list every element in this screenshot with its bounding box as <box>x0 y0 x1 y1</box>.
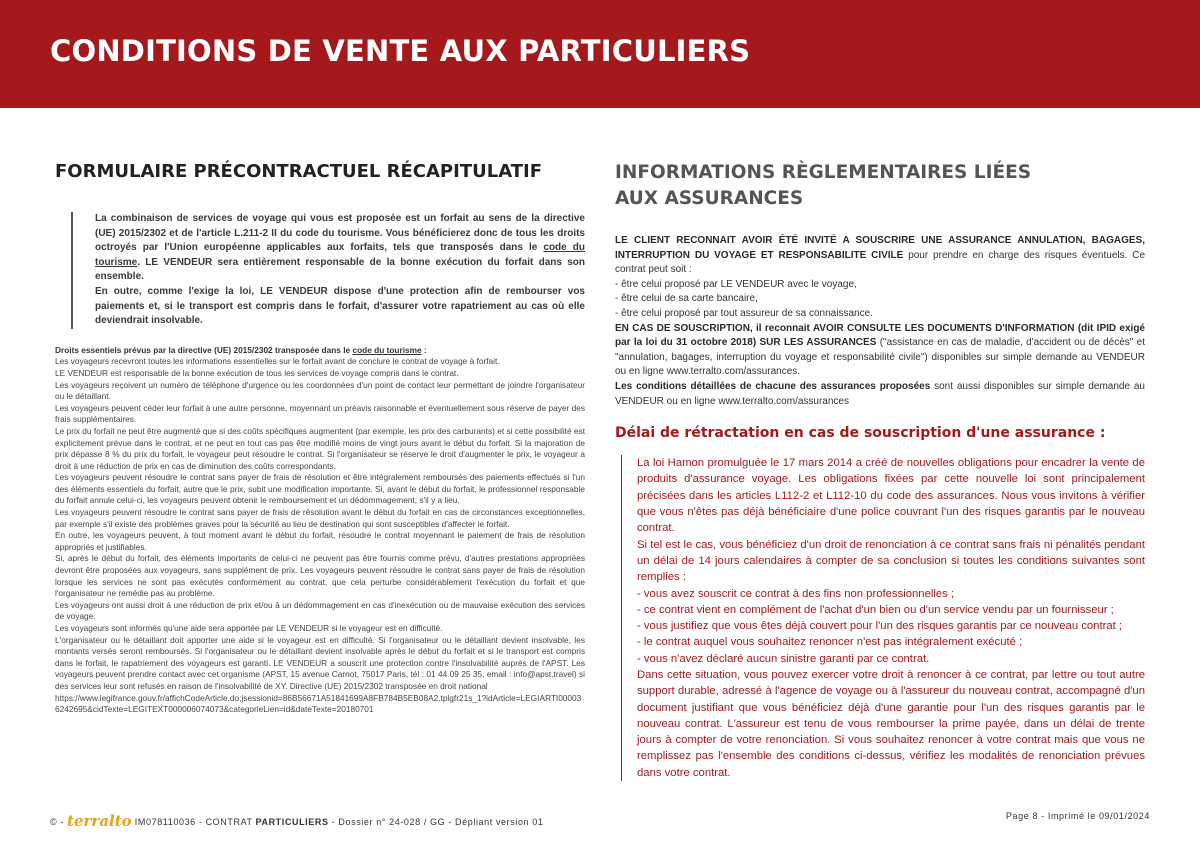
insurance-paragraph-1 <box>615 234 1145 278</box>
retraction-paragraph: Si tel est le cas, vous bénéficiez d'un droit de renonciation à ce contrat sans frais ni pénalités pendant un délai de 14 jours calendaires à compter de sa conclusion si toutes les conditions suivantes sont remplies : <box>637 538 1145 584</box>
right-item: Les voyageurs peuvent céder leur forfait à une autre personne, moyennant un préavis raisonnable et éventuellement sous réserve de payer des frais supplémentaires. <box>55 402 585 425</box>
right-item: Si, après le début du forfait, des éléments importants de celui-ci ne peuvent pas être fournis comme prévu, d'autres prestations appropriées devront être proposées aux voyageurs, sans supplément de prix. Les voyageurs peuvent résoudre le contrat sans payer de frais de résolution lorsque les services ne sont pas exécutés conformément au contrat, que cela perturbe considérablement l'exécution du forfait et que l'organisateur ne remédie pas au problème. <box>55 553 585 599</box>
contract-ref: IM078110036 - CONTRAT <box>134 817 256 827</box>
right-item: Les voyageurs recevront toutes les informations essentielles sur le forfait avant de conclure le contrat de voyage à forfait. <box>55 356 500 367</box>
intro-text-end: . LE VENDEUR sera entièrement responsable de la bonne exécution du forfait dans son ensemble. <box>95 256 585 283</box>
page-info: Page 8 - Imprimé le 09/01/2024 <box>1005 811 1150 821</box>
right-item: Les voyageurs peuvent résoudre le contrat sans payer de frais de résolution avant le début du forfait en cas de circonstances exceptionnelles, par exemple s'il existe des problèmes graves pour la sécurité au lieu de destination qui sont susceptibles d'affecter le forfait. <box>55 507 585 529</box>
legifrance-link[interactable]: https://www.legifrance.gouv.fr/affichCodeArticle.do;jsessionid=86B56671A51841699A8FB784B5EB08A2.tplgfr21s_1?idArticle=LEGIARTI000036242695&cidTexte=LEGITEXT000006074073&categorieLien=id&dateTexte=20180701 <box>55 692 582 715</box>
rights-title-text: Droits essentiels prévus par la directive (UE) 2015/2302 transposée dans le <box>55 344 353 355</box>
right-item: Les voyageurs reçoivent un numéro de téléphone d'urgence ou les coordonnées d'un point de contact leur permettant de joindre l'organisateur ou le détaillant. <box>55 379 585 402</box>
insurance-heading <box>615 160 1145 212</box>
insurance-heading-line-2: AUX ASSURANCES <box>615 188 804 209</box>
intro-paragraph-2: En outre, comme l'exige la loi, LE VENDEUR dispose d'une protection afin de rembourser vos paiements et, si le transport est compris dans le forfait, d'assurer votre rapatriement au cas où elle deviendrait insolvable. <box>95 285 585 327</box>
conditions-rest: sont aussi disponibles sur simple demande au VENDEUR ou en ligne www.terralto.com/assurances <box>615 380 1145 407</box>
page-title: CONDITIONS DE VENTE AUX PARTICULIERS <box>50 34 751 68</box>
rights-title <box>55 345 585 357</box>
retraction-condition: - le contrat auquel vous souhaitez renoncer n'est pas intégralement exécuté ; <box>637 636 1023 649</box>
copyright: © - <box>50 817 64 827</box>
retraction-paragraph: La loi Hamon promulguée le 17 mars 2014 a créé de nouvelles obligations pour encadrer la vente de produits d'assurance voyage. Les obligations fixées par cette nouvelle loi sont principalement précisées dans les articles L112-2 et L112-10 du code des assurances. Nous vous invitons à vérifier que vous n'êtes pas déjà bénéficiaire d'une police couvrant l'un des risques garantis par le nouveau contrat. <box>637 457 1145 535</box>
right-item: L'organisateur ou le détaillant doit apporter une aide si le voyageur est en difficulté. Si l'organisateur ou le détaillant devient insolvable, les montants versés seront remboursés. Si l'organisateur ou le détaillant devient insolvable après le début du forfait et si le transport est compris dans le forfait, le rapatriement des voyageurs est garanti. LE VENDEUR a souscrit une protection contre l'insolvabilité auprès de l'APST. Les voyageurs peuvent prendre contact avec cet organisme (APST, 15 avenue Carnot, 75017 Paris, tél : 01 44 09 25 35, email : info@apst.travel) si des services leur sont refusés en raison de l'insolvabilité de XY. Directive (UE) 2015/2302 transposée en droit national <box>55 634 585 691</box>
right-item: Les voyageurs peuvent résoudre le contrat sans payer de frais de résolution et être intégralement remboursés des paiements effectués si l'un des éléments essentiels du forfait, autre que le prix, subit une modification importante. Si, avant le début du forfait, le professionnel responsable du forfait annule celui-ci, les voyageurs peuvent obtenir le remboursement et un dédommagement, s'il y a lieu. <box>55 472 585 506</box>
right-item: Le prix du forfait ne peut être augmenté que si des coûts spécifiques augmentent (par exemple, les prix des carburants) et si cette possibilité est explicitement prévue dans le contrat, et ne peut en tout cas pas être modifié moins de vingt jours avant le début du forfait. Si la majoration de prix dépasse 8 % du prix du forfait, le voyageur peut résoudre le contrat. Si l'organisateur se réserve le droit d'augmenter le prix, le voyageur a droit à une réduction de prix en cas de diminution des coûts correspondants. <box>55 425 585 471</box>
insurance-invite-rest: pour prendre en charge des risques éventuels. Ce contrat peut soit : <box>615 249 1146 276</box>
right-column <box>615 160 1145 781</box>
code-tourisme-link[interactable]: code du tourisme <box>95 242 585 268</box>
terralto-logo: terralto <box>67 812 132 830</box>
essential-rights <box>55 345 585 716</box>
contract-type: PARTICULIERS <box>255 817 329 827</box>
retraction-condition: - vous avez souscrit ce contrat à des fins non professionnelles ; <box>637 587 955 600</box>
retraction-paragraph: Dans cette situation, vous pouvez exercer votre droit à renoncer à ce contrat, par lettre ou tout autre support durable, adressé à l'agence de voyage ou à l'assureur du nouveau contrat, accompagné d'un document justifiant que vous bénéficiez déjà d'une garantie pour l'un des risques garantis par le nouveau contrat. L'assureur est tenu de vous rembourser la prime payée, dans un délai de trente jours à compter de votre renonciation. Si vous souhaitez renoncer à votre contrat mais que vous ne remplissez pas l'ensemble des conditions ci-dessus, vérifiez les modalités de renonciation prévues dans votre contrat. <box>637 668 1145 779</box>
right-item: Les voyageurs ont aussi droit à une réduction de prix et/ou à un dédommagement en cas d'inexécution ou de mauvaise exécution des services de voyage. <box>55 599 585 622</box>
insurance-heading-line-1: INFORMATIONS RÈGLEMENTAIRES LIÉES <box>615 162 1032 183</box>
footer-left <box>50 811 543 829</box>
right-item: LE VENDEUR est responsable de la bonne exécution de tous les services de voyage compris dans le contrat. <box>55 367 459 378</box>
intro-paragraph-1 <box>95 212 585 285</box>
precontract-heading: FORMULAIRE PRÉCONTRACTUEL RÉCAPITULATIF <box>55 161 542 182</box>
right-item: Les voyageurs sont informés qu'une aide sera apportée par LE VENDEUR si le voyageur est en difficulté. <box>55 623 443 633</box>
conditions-bold: Les conditions détaillées de chacune des assurances proposées <box>615 380 931 392</box>
right-item: En outre, les voyageurs peuvent, à tout moment avant le début du forfait, résoudre le contrat moyennant le paiement de frais de résolution appropriés et justifiables. <box>55 530 585 552</box>
header-banner <box>0 0 1200 108</box>
insurance-invite-bold: LE CLIENT RECONNAIT AVOIR ÉTÉ INVITÉ A SOUSCRIRE UNE ASSURANCE ANNULATION, BAGAGES, INTERRUPTION DU VOYAGE ET RESPONSABILITE CIVILE <box>615 235 1145 261</box>
insurance-paragraph-3 <box>615 380 1145 409</box>
retraction-heading: Délai de rétractation en cas de souscription d'une assurance : <box>615 425 1106 442</box>
rights-title-colon: : <box>421 344 427 355</box>
rights-code-link[interactable]: code du tourisme <box>352 344 422 355</box>
retraction-condition: - vous n'avez déclaré aucun sinistre garanti par ce contrat. <box>637 652 930 665</box>
subscription-bold: EN CAS DE SOUSCRIPTION, il reconnait AVOIR CONSULTE LES DOCUMENTS D'INFORMATION (dit IPID exigé par la loi du 31 octobre 2018) SUR LES ASSURANCES <box>615 322 1145 349</box>
insurance-info <box>615 234 1145 409</box>
retraction-box <box>621 455 1145 781</box>
intro-box <box>71 212 585 329</box>
retraction-condition: - ce contrat vient en complément de l'achat d'un bien ou d'un service vendu par un fournisseur ; <box>637 603 1114 616</box>
insurance-option: - être celui proposé par LE VENDEUR avec le voyage, <box>615 278 857 290</box>
insurance-option: - être celui proposé par tout assureur de sa connaissance. <box>615 307 873 319</box>
dossier-ref: - Dossier n° 24-028 / GG - Dépliant version 01 <box>328 817 544 827</box>
left-column <box>55 160 585 716</box>
insurance-paragraph-2 <box>615 322 1145 380</box>
insurance-option: - être celui de sa carte bancaire, <box>615 293 758 305</box>
retraction-condition: - vous justifiez que vous êtes déjà couvert pour l'un des risques garantis par ce nouveau contrat ; <box>637 620 1123 633</box>
intro-text: La combinaison de services de voyage qui vous est proposée est un forfait au sens de la directive (UE) 2015/2302 et de l'article L.211-2 II du code du tourisme. Vous bénéficierez donc de tous les droits octroyés par l'Union européenne applicables aux forfaits, tels que transposés dans le <box>95 213 585 254</box>
subscription-rest: ("assistance en cas de maladie, d'accident ou de décès" et "annulation, bagages, interruption du voyage et responsabilité civile") disponibles sur simple demande au VENDEUR ou en ligne www.terralto.com/assurances. <box>615 337 1145 378</box>
